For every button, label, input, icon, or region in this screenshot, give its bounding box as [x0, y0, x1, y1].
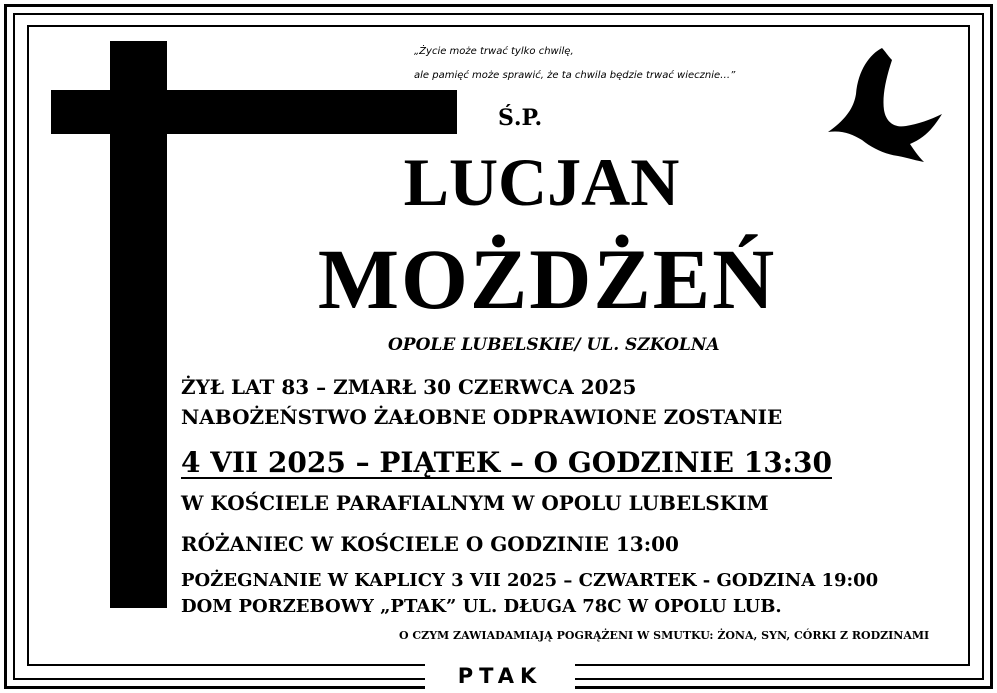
- brand-logo: PTAK: [457, 664, 543, 688]
- mourners-line: O CZYM ZAWIADAMIAJĄ POGRĄŻENI W SMUTKU: ŻONA, SYN, CÓRKI Z RODZINAMI: [399, 629, 930, 642]
- prefix: Ś.P.: [498, 105, 543, 131]
- location: OPOLE LUBELSKIE/ UL. SZKOLNA: [388, 335, 720, 355]
- first-name: LUCJAN: [403, 144, 680, 220]
- funeral-home-line: DOM PORZEBOWY „PTAK” UL. DŁUGA 78C W OPOLU LUB.: [181, 596, 782, 617]
- rosary-line: RÓŻANIEC W KOŚCIELE O GODZINIE 13:00: [181, 532, 679, 556]
- age-death-line: ŻYŁ LAT 83 – ZMARŁ 30 CZERWCA 2025: [181, 375, 637, 399]
- service-intro-line: NABOŻEŃSTWO ŻAŁOBNE ODPRAWIONE ZOSTANIE: [181, 405, 783, 429]
- farewell-line: POŻEGNANIE W KAPLICY 3 VII 2025 – CZWARTEK - GODZINA 19:00: [181, 570, 879, 591]
- service-place-line: W KOŚCIELE PARAFIALNYM W OPOLU LUBELSKIM: [181, 491, 769, 515]
- service-date-line: 4 VII 2025 – PIĄTEK – O GODZINIE 13:30: [181, 446, 832, 479]
- last-name: MOŻDŻEŃ: [317, 231, 777, 327]
- quote-line-1: „Życie może trwać tylko chwilę,: [414, 46, 574, 57]
- quote-line-2: ale pamięć może sprawić, że ta chwila będzie trwać wiecznie…”: [414, 70, 736, 81]
- cross-horizontal-beam: [51, 90, 457, 134]
